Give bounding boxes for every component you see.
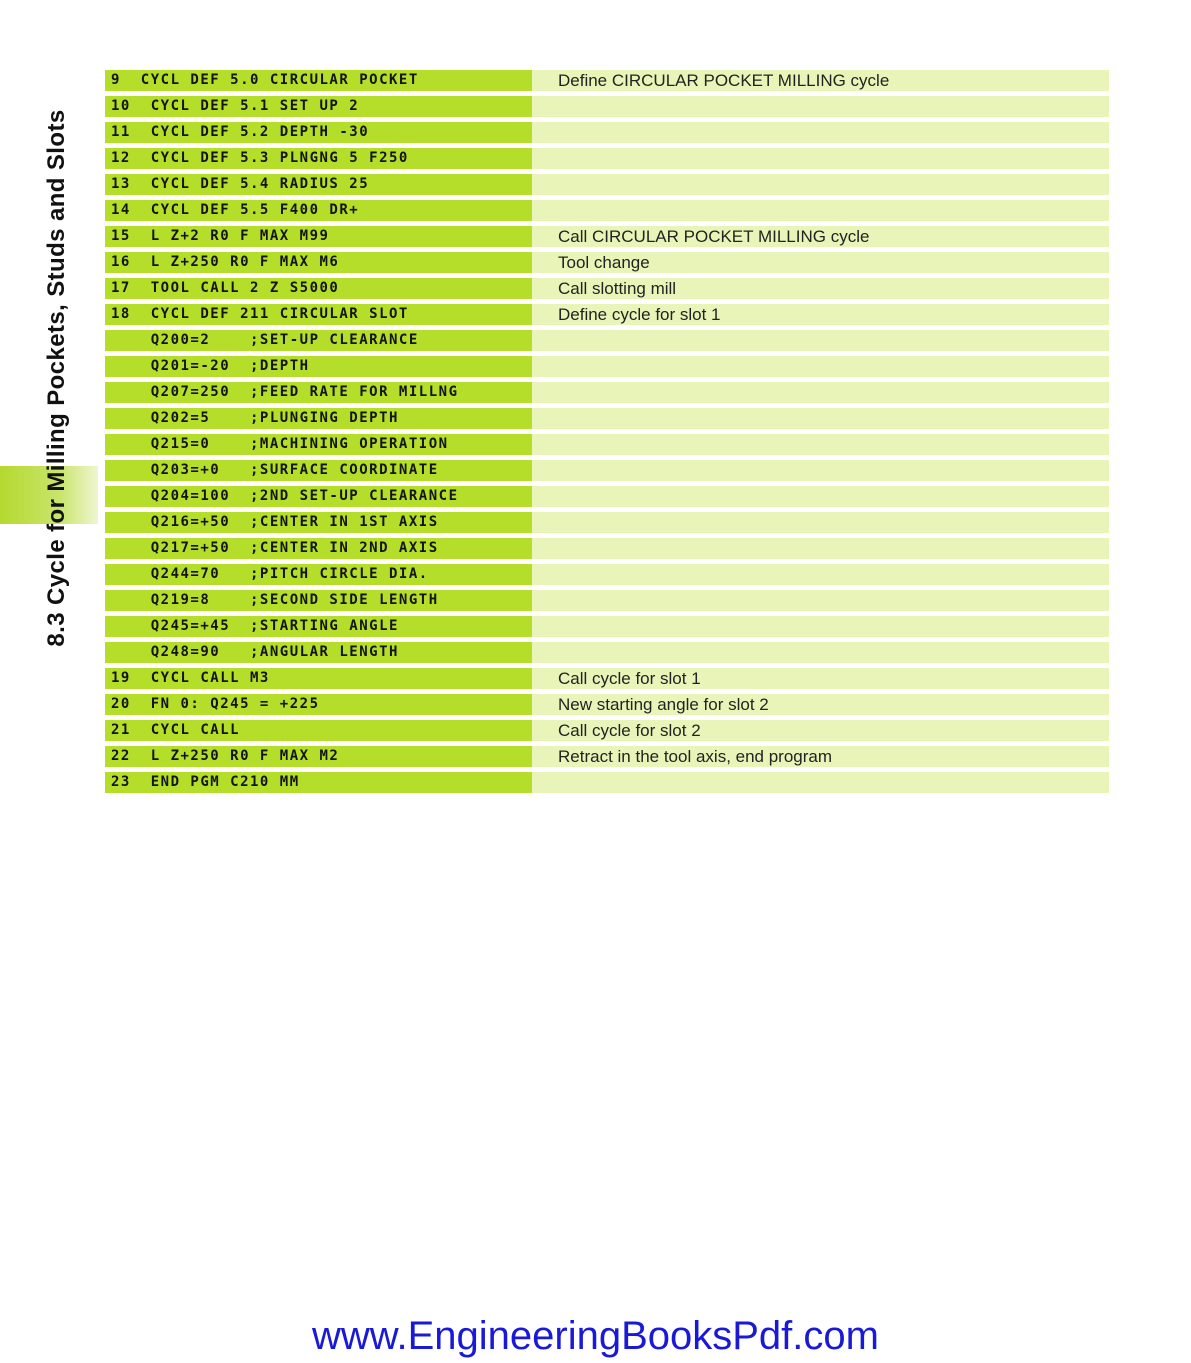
nc-code-line: 20 FN 0: Q245 = +225 bbox=[105, 694, 532, 715]
nc-code-line: Q201=-20 ;DEPTH bbox=[105, 356, 532, 377]
program-row bbox=[105, 434, 1109, 455]
program-row bbox=[105, 668, 1109, 689]
nc-code-line: Q207=250 ;FEED RATE FOR MILLNG bbox=[105, 382, 532, 403]
line-comment bbox=[532, 174, 1109, 195]
nc-code-line: 18 CYCL DEF 211 CIRCULAR SLOT bbox=[105, 304, 532, 325]
nc-code-line: 14 CYCL DEF 5.5 F400 DR+ bbox=[105, 200, 532, 221]
nc-code-line: 10 CYCL DEF 5.1 SET UP 2 bbox=[105, 96, 532, 117]
nc-code-line: Q202=5 ;PLUNGING DEPTH bbox=[105, 408, 532, 429]
line-comment bbox=[532, 434, 1109, 455]
line-comment bbox=[532, 772, 1109, 793]
footer-url-link[interactable]: www.EngineeringBooksPdf.com bbox=[312, 1314, 879, 1358]
nc-code-line: Q204=100 ;2ND SET-UP CLEARANCE bbox=[105, 486, 532, 507]
line-comment bbox=[532, 642, 1109, 663]
line-comment bbox=[532, 408, 1109, 429]
line-comment bbox=[532, 616, 1109, 637]
nc-code-line: Q244=70 ;PITCH CIRCLE DIA. bbox=[105, 564, 532, 585]
line-comment: Call cycle for slot 1 bbox=[532, 668, 1109, 689]
program-row bbox=[105, 616, 1109, 637]
program-row bbox=[105, 486, 1109, 507]
program-row bbox=[105, 330, 1109, 351]
nc-code-line: 13 CYCL DEF 5.4 RADIUS 25 bbox=[105, 174, 532, 195]
nc-code-line: Q219=8 ;SECOND SIDE LENGTH bbox=[105, 590, 532, 611]
line-comment bbox=[532, 564, 1109, 585]
line-comment bbox=[532, 512, 1109, 533]
program-row bbox=[105, 304, 1109, 325]
line-comment bbox=[532, 460, 1109, 481]
line-comment bbox=[532, 148, 1109, 169]
nc-code-line: 23 END PGM C210 MM bbox=[105, 772, 532, 793]
line-comment: Call slotting mill bbox=[532, 278, 1109, 299]
nc-code-line: Q216=+50 ;CENTER IN 1ST AXIS bbox=[105, 512, 532, 533]
program-row bbox=[105, 278, 1109, 299]
line-comment: Call CIRCULAR POCKET MILLING cycle bbox=[532, 226, 1109, 247]
program-row bbox=[105, 70, 1109, 91]
line-comment bbox=[532, 590, 1109, 611]
section-title: 8.3 Cycle for Milling Pockets, Studs and Slots bbox=[43, 109, 70, 647]
program-row bbox=[105, 564, 1109, 585]
program-row bbox=[105, 174, 1109, 195]
line-comment bbox=[532, 96, 1109, 117]
program-row bbox=[105, 512, 1109, 533]
program-row bbox=[105, 642, 1109, 663]
nc-code-line: Q200=2 ;SET-UP CLEARANCE bbox=[105, 330, 532, 351]
program-row bbox=[105, 408, 1109, 429]
program-row bbox=[105, 122, 1109, 143]
nc-code-line: 21 CYCL CALL bbox=[105, 720, 532, 741]
line-comment: New starting angle for slot 2 bbox=[532, 694, 1109, 715]
nc-code-line: Q217=+50 ;CENTER IN 2ND AXIS bbox=[105, 538, 532, 559]
nc-code-line: 9 CYCL DEF 5.0 CIRCULAR POCKET bbox=[105, 70, 532, 91]
line-comment bbox=[532, 538, 1109, 559]
line-comment bbox=[532, 200, 1109, 221]
nc-code-line: 15 L Z+2 R0 F MAX M99 bbox=[105, 226, 532, 247]
line-comment bbox=[532, 330, 1109, 351]
line-comment bbox=[532, 382, 1109, 403]
nc-code-line: 17 TOOL CALL 2 Z S5000 bbox=[105, 278, 532, 299]
nc-code-line: 12 CYCL DEF 5.3 PLNGNG 5 F250 bbox=[105, 148, 532, 169]
program-row bbox=[105, 200, 1109, 221]
program-row bbox=[105, 772, 1109, 793]
line-comment bbox=[532, 486, 1109, 507]
nc-code-line: Q248=90 ;ANGULAR LENGTH bbox=[105, 642, 532, 663]
line-comment: Define CIRCULAR POCKET MILLING cycle bbox=[532, 70, 1109, 91]
line-comment bbox=[532, 356, 1109, 377]
nc-code-line: Q245=+45 ;STARTING ANGLE bbox=[105, 616, 532, 637]
line-comment: Tool change bbox=[532, 252, 1109, 273]
nc-program-table bbox=[105, 70, 1109, 798]
nc-code-line: 16 L Z+250 R0 F MAX M6 bbox=[105, 252, 532, 273]
program-row bbox=[105, 382, 1109, 403]
program-row bbox=[105, 226, 1109, 247]
nc-code-line: 11 CYCL DEF 5.2 DEPTH -30 bbox=[105, 122, 532, 143]
program-row bbox=[105, 356, 1109, 377]
program-row bbox=[105, 694, 1109, 715]
program-row bbox=[105, 590, 1109, 611]
line-comment: Define cycle for slot 1 bbox=[532, 304, 1109, 325]
program-row bbox=[105, 148, 1109, 169]
line-comment bbox=[532, 122, 1109, 143]
line-comment: Call cycle for slot 2 bbox=[532, 720, 1109, 741]
program-row bbox=[105, 252, 1109, 273]
program-row bbox=[105, 460, 1109, 481]
nc-code-line: Q215=0 ;MACHINING OPERATION bbox=[105, 434, 532, 455]
line-comment: Retract in the tool axis, end program bbox=[532, 746, 1109, 767]
program-row bbox=[105, 538, 1109, 559]
program-row bbox=[105, 96, 1109, 117]
program-row bbox=[105, 720, 1109, 741]
nc-code-line: 22 L Z+250 R0 F MAX M2 bbox=[105, 746, 532, 767]
program-row bbox=[105, 746, 1109, 767]
nc-code-line: 19 CYCL CALL M3 bbox=[105, 668, 532, 689]
nc-code-line: Q203=+0 ;SURFACE COORDINATE bbox=[105, 460, 532, 481]
